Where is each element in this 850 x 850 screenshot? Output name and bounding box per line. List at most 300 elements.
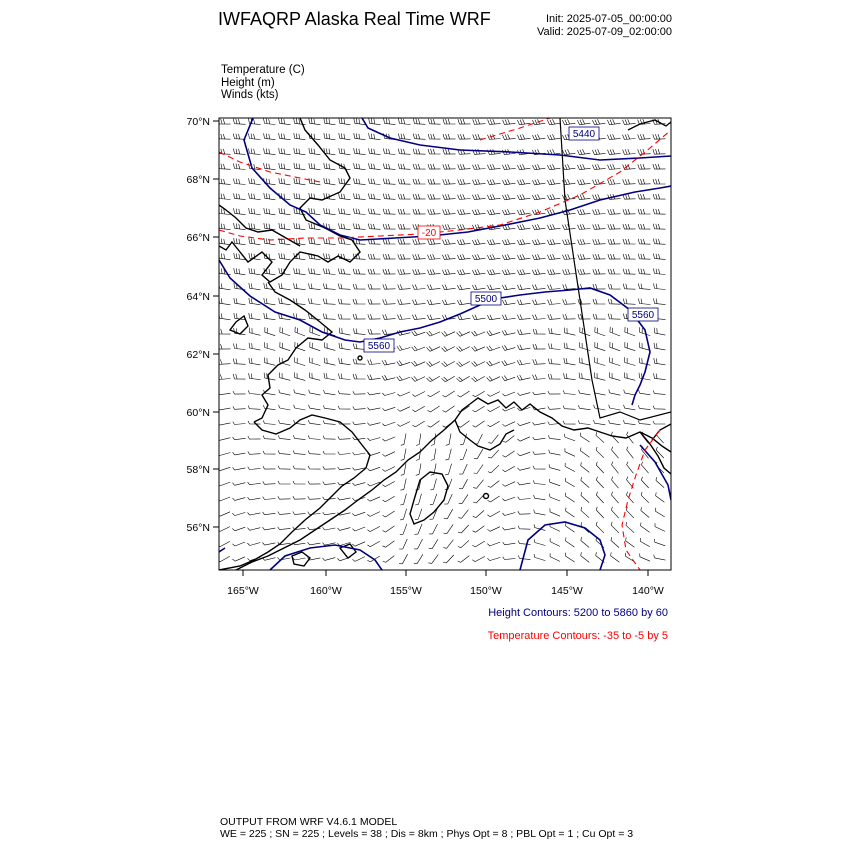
wind-barb bbox=[518, 511, 531, 514]
wind-barb bbox=[624, 405, 636, 410]
wind-barb bbox=[338, 391, 350, 395]
wind-barb bbox=[443, 179, 456, 184]
wind-barb bbox=[654, 358, 666, 365]
wind-barb bbox=[577, 119, 590, 125]
wind-barb bbox=[549, 479, 560, 486]
wind-barb bbox=[581, 492, 589, 502]
wind-barb bbox=[401, 479, 407, 491]
wind-barb bbox=[308, 542, 321, 545]
wind-barb bbox=[533, 300, 546, 305]
wind-barb bbox=[383, 164, 395, 170]
height-contour-5440 bbox=[244, 118, 671, 240]
wind-barb bbox=[565, 448, 575, 456]
wind-barb bbox=[638, 194, 651, 199]
wind-barb bbox=[611, 552, 620, 562]
wind-barb bbox=[293, 512, 306, 515]
temp-label-minus20: -20 bbox=[421, 228, 437, 239]
wind-barb bbox=[550, 494, 560, 501]
wind-barb bbox=[383, 194, 395, 200]
wind-barb bbox=[564, 343, 575, 350]
wind-barb bbox=[324, 373, 335, 380]
wind-barb bbox=[233, 119, 245, 125]
us-canada-border bbox=[560, 118, 671, 420]
wind-barb bbox=[383, 314, 396, 319]
wind-barb bbox=[533, 375, 546, 380]
wind-barb bbox=[488, 481, 500, 488]
wind-barb bbox=[383, 224, 395, 229]
wind-barb bbox=[444, 509, 453, 519]
wind-barb bbox=[595, 357, 606, 365]
wind-barb bbox=[430, 479, 436, 490]
wind-barb bbox=[248, 133, 260, 139]
wind-barb bbox=[398, 239, 411, 244]
wind-barb bbox=[608, 239, 621, 244]
wind-barb bbox=[367, 375, 380, 380]
wind-barb bbox=[323, 299, 335, 305]
wind-barb bbox=[578, 254, 591, 259]
wind-barb bbox=[383, 284, 396, 289]
lat-label-60: 60°N bbox=[186, 407, 210, 419]
wind-barb bbox=[428, 406, 440, 412]
wind-barb bbox=[401, 434, 406, 446]
wind-barb bbox=[610, 342, 620, 351]
wind-barb bbox=[339, 118, 351, 125]
wind-barb bbox=[488, 134, 501, 139]
wind-barb bbox=[412, 346, 425, 351]
wind-barb bbox=[533, 359, 546, 364]
wind-barb bbox=[581, 552, 590, 562]
wind-barb bbox=[502, 360, 515, 365]
wind-barb bbox=[249, 193, 261, 200]
wind-barb bbox=[398, 315, 411, 320]
wind-barb bbox=[234, 208, 246, 215]
wind-barb bbox=[565, 493, 574, 502]
wind-barb bbox=[412, 361, 426, 366]
wind-barb bbox=[566, 538, 575, 547]
wind-barb bbox=[308, 496, 321, 499]
wind-barb bbox=[638, 164, 651, 169]
wind-barb bbox=[427, 331, 441, 336]
wind-barb bbox=[383, 209, 395, 214]
wind-barb bbox=[248, 482, 261, 485]
lat-label-56: 56°N bbox=[186, 522, 210, 534]
wind-barb bbox=[445, 449, 451, 460]
wind-barb bbox=[383, 179, 395, 185]
wind-barb bbox=[338, 497, 351, 500]
wind-barb bbox=[581, 462, 590, 472]
wind-barb bbox=[654, 539, 665, 546]
wind-barb bbox=[264, 298, 276, 305]
wind-barb bbox=[308, 298, 320, 304]
wind-barb bbox=[533, 451, 546, 454]
wind-barb bbox=[382, 375, 395, 380]
wind-barb bbox=[443, 540, 453, 549]
wind-barb bbox=[577, 194, 590, 199]
wind-barb bbox=[339, 193, 351, 200]
wind-barb bbox=[354, 178, 366, 184]
wind-barb bbox=[487, 269, 500, 275]
wind-barb bbox=[640, 554, 650, 562]
wind-barb bbox=[279, 390, 291, 396]
wind-barb bbox=[218, 392, 231, 395]
wind-barb bbox=[608, 254, 621, 259]
wind-barb bbox=[487, 511, 499, 516]
wind-barb bbox=[623, 254, 635, 259]
wind-barb bbox=[280, 373, 291, 381]
wind-barb bbox=[264, 223, 276, 230]
wind-barb bbox=[279, 283, 291, 290]
wind-barb bbox=[443, 134, 456, 139]
wind-barb bbox=[233, 422, 246, 425]
wind-barb bbox=[457, 254, 470, 260]
wind-barb bbox=[626, 507, 634, 518]
wind-barb bbox=[548, 406, 561, 409]
wind-barb bbox=[624, 373, 635, 381]
wind-barb bbox=[383, 254, 396, 259]
arctic-coast bbox=[628, 120, 671, 130]
wind-barb bbox=[233, 391, 246, 394]
wind-barb bbox=[548, 285, 561, 290]
wind-barb bbox=[578, 239, 591, 244]
wind-barb bbox=[517, 360, 530, 365]
wind-barb bbox=[263, 527, 276, 530]
wind-barb bbox=[323, 436, 335, 440]
wind-barb bbox=[654, 283, 666, 289]
wind-barb bbox=[593, 314, 605, 319]
wind-barb bbox=[429, 539, 438, 548]
wind-barb bbox=[549, 343, 561, 349]
wind-barb bbox=[626, 537, 635, 547]
wind-barb bbox=[324, 208, 336, 215]
wind-barb bbox=[397, 345, 410, 350]
wind-barb bbox=[547, 194, 560, 200]
wind-barb bbox=[472, 194, 485, 199]
wind-barb bbox=[641, 477, 648, 488]
wind-barb bbox=[353, 437, 366, 440]
wind-barb bbox=[413, 285, 426, 290]
wind-barb bbox=[502, 392, 515, 396]
wind-barb bbox=[383, 239, 396, 244]
wind-barb bbox=[399, 554, 408, 564]
wind-barb bbox=[352, 542, 365, 546]
wind-barb bbox=[458, 209, 471, 214]
wind-barb bbox=[352, 527, 365, 531]
wind-barb bbox=[487, 164, 500, 169]
wind-barb bbox=[548, 391, 561, 394]
wind-barb bbox=[339, 208, 351, 214]
wind-barb bbox=[533, 392, 546, 395]
wind-barb bbox=[428, 134, 440, 139]
wind-barb bbox=[655, 508, 664, 517]
wind-barb bbox=[383, 496, 395, 502]
wind-barb bbox=[280, 327, 290, 336]
wind-barb bbox=[565, 478, 574, 487]
wind-barb bbox=[458, 540, 469, 547]
wind-barb bbox=[626, 522, 634, 533]
wind-barb bbox=[533, 329, 545, 334]
temp-contour-minus20 bbox=[219, 130, 671, 240]
wind-barb bbox=[549, 328, 561, 335]
wind-barb bbox=[310, 342, 320, 351]
wind-barb bbox=[397, 361, 410, 366]
wind-barb bbox=[502, 209, 515, 215]
wind-barb bbox=[428, 555, 438, 564]
wind-barb bbox=[580, 433, 589, 442]
wind-barb bbox=[233, 359, 245, 365]
wind-barb bbox=[611, 522, 619, 533]
wind-barb bbox=[579, 390, 591, 395]
wind-barb bbox=[549, 464, 560, 470]
wind-barb bbox=[324, 163, 336, 170]
wind-barb bbox=[534, 510, 546, 515]
wind-barb bbox=[308, 435, 320, 439]
wind-barb bbox=[517, 437, 530, 441]
wind-barbs bbox=[217, 118, 665, 564]
wind-barb bbox=[593, 224, 606, 229]
wind-barb bbox=[533, 315, 546, 320]
wind-barb bbox=[233, 452, 246, 455]
wind-barb bbox=[383, 541, 395, 548]
wind-barb bbox=[416, 434, 421, 446]
wind-barb bbox=[353, 407, 366, 410]
wind-barb bbox=[323, 421, 335, 425]
wind-barb bbox=[354, 193, 366, 199]
wind-barb bbox=[278, 527, 291, 530]
wind-barb bbox=[458, 164, 471, 169]
wind-barb bbox=[352, 512, 365, 516]
wind-barb bbox=[442, 269, 455, 275]
wind-barb bbox=[413, 134, 425, 140]
wind-barb bbox=[442, 331, 455, 336]
wind-barb bbox=[294, 133, 306, 140]
wind-barb bbox=[548, 435, 560, 439]
wind-barb bbox=[532, 254, 545, 260]
wind-barb bbox=[309, 148, 321, 155]
wind-barb bbox=[653, 254, 665, 260]
wind-barb bbox=[294, 118, 306, 125]
wind-barb bbox=[502, 285, 515, 290]
wind-barb bbox=[338, 436, 351, 439]
wind-barb bbox=[323, 405, 335, 409]
wind-barb bbox=[592, 119, 605, 125]
wind-barb bbox=[502, 422, 515, 427]
wind-barb bbox=[294, 283, 306, 290]
wind-barb bbox=[339, 358, 351, 365]
wind-barb bbox=[398, 164, 410, 170]
wind-barb bbox=[579, 373, 590, 380]
wind-barb bbox=[458, 179, 471, 184]
wind-barb bbox=[218, 375, 231, 380]
wind-barb bbox=[654, 555, 666, 560]
wind-barb bbox=[218, 119, 230, 124]
height-label-5560-west: 5560 bbox=[367, 341, 391, 352]
wind-barb bbox=[548, 359, 560, 365]
wind-barb bbox=[608, 224, 621, 229]
wind-barb bbox=[457, 361, 470, 366]
wind-barb bbox=[472, 556, 485, 561]
wind-barb bbox=[580, 342, 591, 350]
wind-barb bbox=[443, 555, 454, 563]
wind-barb bbox=[232, 512, 245, 515]
wind-barb bbox=[412, 406, 424, 411]
wind-barb bbox=[354, 328, 366, 334]
wind-barb bbox=[368, 194, 380, 200]
wind-barb bbox=[533, 423, 546, 426]
wind-barb bbox=[233, 437, 246, 440]
wind-barb bbox=[323, 558, 336, 561]
wind-barb bbox=[294, 390, 306, 396]
wind-barb bbox=[324, 178, 336, 185]
longitude-labels bbox=[227, 585, 664, 597]
wind-barb bbox=[596, 447, 604, 458]
wind-barb bbox=[473, 510, 484, 517]
wind-barb bbox=[428, 179, 441, 184]
wind-barb bbox=[323, 314, 335, 320]
wind-barb bbox=[533, 344, 546, 349]
wind-barb bbox=[249, 343, 260, 350]
wind-barb bbox=[625, 357, 636, 365]
wind-barb bbox=[533, 466, 546, 469]
wind-barb bbox=[428, 194, 441, 199]
wind-barb bbox=[473, 495, 484, 503]
wind-barb bbox=[415, 524, 423, 534]
wind-barb bbox=[458, 194, 471, 199]
wind-barb bbox=[458, 119, 471, 124]
wind-barb bbox=[593, 209, 606, 214]
wind-barb bbox=[309, 163, 321, 170]
wind-barb bbox=[397, 422, 410, 427]
lon-label-140: 140°W bbox=[632, 585, 664, 597]
wind-barb bbox=[502, 134, 515, 139]
wind-barb bbox=[367, 541, 379, 546]
wind-barb bbox=[625, 327, 635, 336]
wind-barb bbox=[638, 209, 651, 214]
wind-barb bbox=[595, 342, 605, 351]
wind-barb bbox=[532, 164, 545, 170]
wind-barb bbox=[533, 480, 545, 484]
wind-barb bbox=[368, 178, 380, 184]
wind-barb bbox=[219, 238, 231, 245]
wind-barb bbox=[398, 118, 410, 124]
wind-barb bbox=[264, 193, 276, 200]
wind-barb bbox=[458, 510, 468, 519]
wind-barb bbox=[278, 435, 290, 439]
wind-barb bbox=[354, 163, 366, 170]
wind-barb bbox=[653, 164, 666, 169]
wind-barb bbox=[566, 508, 575, 517]
wind-barb bbox=[593, 269, 606, 274]
wind-barb bbox=[413, 269, 426, 274]
wind-barb bbox=[488, 496, 500, 502]
wind-barb bbox=[353, 422, 366, 425]
variable-winds: Winds (kts) bbox=[221, 89, 279, 101]
wind-barb bbox=[593, 239, 606, 244]
wind-barb bbox=[472, 541, 484, 547]
wind-barb bbox=[248, 497, 261, 500]
valid-time: Valid: 2025-07-09_02:00:00 bbox=[537, 26, 672, 38]
wind-barb bbox=[581, 477, 589, 488]
wind-barb bbox=[233, 163, 245, 169]
wind-barb bbox=[352, 557, 365, 562]
wind-barb bbox=[427, 362, 440, 367]
wind-barb bbox=[517, 134, 530, 140]
wind-barb bbox=[563, 421, 576, 424]
height-contour-south bbox=[520, 522, 605, 570]
wind-barb bbox=[325, 342, 336, 350]
wind-barb bbox=[397, 376, 411, 381]
wind-barb bbox=[654, 373, 666, 379]
wind-barb bbox=[263, 543, 276, 546]
wind-barb bbox=[413, 239, 426, 244]
init-time: Init: 2025-07-05_00:00:00 bbox=[546, 13, 672, 25]
wind-barb bbox=[609, 420, 621, 425]
wind-barb bbox=[233, 483, 246, 486]
wind-barb bbox=[294, 405, 306, 410]
wind-barb bbox=[431, 449, 436, 461]
wind-barb bbox=[502, 179, 515, 185]
wind-barb bbox=[457, 285, 470, 290]
wind-barb bbox=[562, 149, 575, 155]
wind-barb bbox=[578, 269, 591, 274]
wind-barb bbox=[353, 374, 366, 379]
wind-barb bbox=[294, 193, 306, 200]
wind-barb bbox=[263, 512, 276, 515]
wind-barb bbox=[534, 495, 546, 500]
wind-barb bbox=[442, 300, 455, 305]
wind-barb bbox=[638, 224, 650, 229]
wind-barb bbox=[517, 285, 530, 290]
wind-barb bbox=[383, 299, 396, 304]
wind-barb bbox=[264, 118, 276, 124]
wind-barb bbox=[309, 283, 321, 289]
wind-barb bbox=[562, 119, 575, 125]
wind-barb bbox=[295, 342, 305, 351]
wind-barb bbox=[293, 451, 305, 455]
wind-barb bbox=[429, 524, 437, 534]
height-contour-legend: Height Contours: 5200 to 5860 by 60 bbox=[488, 607, 668, 619]
wind-barb bbox=[323, 512, 336, 515]
wind-barb bbox=[578, 209, 591, 214]
wind-barb bbox=[232, 527, 245, 531]
wind-barb bbox=[263, 481, 276, 484]
wind-barb bbox=[234, 268, 246, 275]
wind-barb bbox=[443, 391, 455, 397]
wind-barb bbox=[457, 300, 470, 305]
wind-barb bbox=[443, 119, 456, 124]
wind-barb bbox=[517, 269, 530, 275]
wind-barb bbox=[414, 554, 423, 563]
wind-barb bbox=[581, 448, 590, 458]
wind-barb bbox=[278, 496, 291, 499]
wind-barb bbox=[592, 149, 605, 155]
wind-barb bbox=[488, 406, 500, 411]
wind-barb bbox=[249, 313, 261, 320]
wind-barb bbox=[338, 467, 351, 470]
wind-barb bbox=[382, 422, 395, 426]
wind-barb bbox=[368, 438, 381, 441]
wind-barb bbox=[382, 407, 395, 410]
wind-barb bbox=[219, 313, 230, 320]
wind-barb bbox=[218, 149, 230, 155]
wind-barb bbox=[487, 315, 500, 320]
wind-barb bbox=[518, 330, 531, 335]
wind-barb bbox=[367, 423, 380, 426]
wind-barb bbox=[610, 327, 620, 336]
wind-barb bbox=[397, 392, 410, 396]
wind-barb bbox=[610, 372, 621, 380]
wind-barb bbox=[565, 463, 575, 472]
wind-barb bbox=[382, 452, 395, 457]
